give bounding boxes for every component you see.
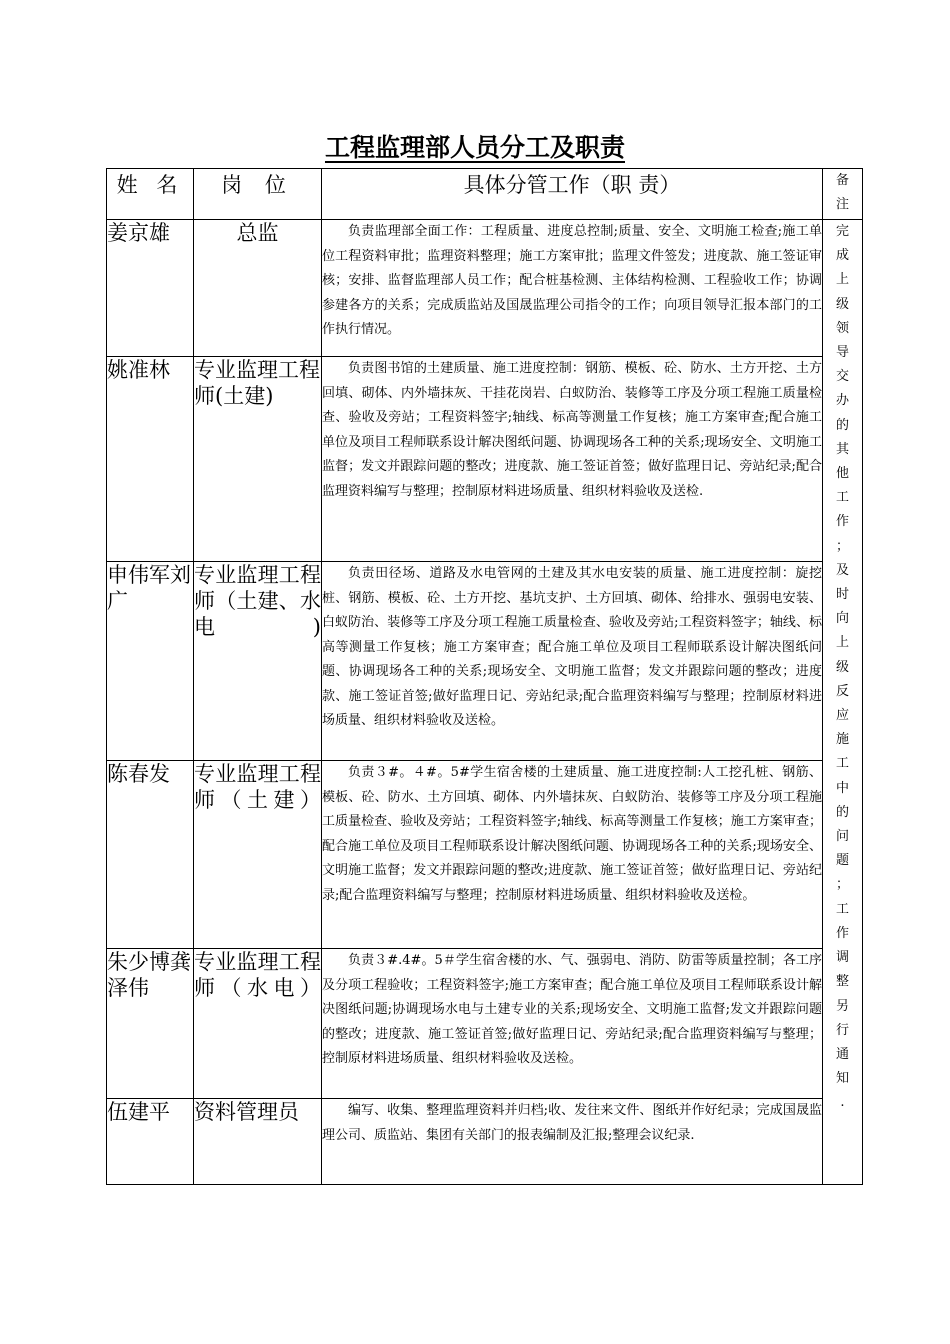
person-duty: 负责３#。４#。5#学生宿舍楼的土建质量、施工进度控制:人工挖孔桩、钢筋、模板、砼、防水、土方回填、砌体、内外墙抹灰、白蚁防治、装修等工序及分项工程施工质量检查、验收及旁站；工程资料签字;轴线、标高等测量工作复核；施工方案审查；配合施工单位及项目工程师联系设计解决图纸问题、协调现场各工种的关系;现场安全、文明施工监督；发文并跟踪问题的整改;进度款、施工签证首签；做好监理日记、旁站纪录;配合监理资料编写与整理；控制原材料进场质量、组织材料验收及送检。 (322, 761, 823, 949)
note-text: 完 成 上 级 领 导 交 办 的 其 他 工 作 ； 及 时 向 上 级 反 应 施 工 中 的 问 题 ； 工 作 调 整 另 行 通 知 . (835, 224, 849, 1111)
table-row (107, 949, 863, 1099)
person-duty: 负责监理部全面工作：工程质量、进度总控制;质量、安全、文明施工检查;施工单位工程资料审批；监理资料整理；施工方案审批；监理文件签发；进度款、施工签证审核；安排、监督监理部人员工作；配合桩基检测、主体结构检测、工程验收工作；协调参建各方的关系；完成质监站及国晟监理公司指令的工作；向项目领导汇报本部门的工作执行情况。 (322, 220, 823, 357)
header-note: 备 注 (823, 169, 863, 220)
person-post: 总监 (194, 220, 322, 357)
person-post: 资料管理员 (194, 1099, 322, 1185)
table-row (107, 562, 863, 761)
duty-table (106, 168, 863, 1185)
person-name: 陈春发 (107, 761, 194, 949)
table-row (107, 357, 863, 562)
header-post: 岗 位 (194, 169, 322, 220)
header-name: 姓 名 (107, 169, 194, 220)
person-duty: 负责图书馆的土建质量、施工进度控制：钢筋、模板、砼、防水、土方开挖、土方回填、砌体、内外墙抹灰、干挂花岗岩、白蚁防治、装修等工序及分项工程施工质量检查、验收及旁站；工程资料签字;轴线、标高等测量工作复核；施工方案审查;配合施工单位及项目工程师联系设计解决图纸问题、协调现场各工种的关系;现场安全、文明施工监督；发文并跟踪问题的整改；进度款、施工签证首签；做好监理日记、旁站纪录;配合监理资料编写与整理；控制原材料进场质量、组织材料验收及送检. (322, 357, 823, 562)
person-name: 伍建平 (107, 1099, 194, 1185)
person-name: 姜京雄 (107, 220, 194, 357)
page-title: 工程监理部人员分工及职责 (324, 133, 625, 162)
table-row (107, 220, 863, 357)
person-name: 姚准林 (107, 357, 194, 562)
person-post: 专业监理工程师(土建) (194, 357, 322, 562)
table-row (107, 761, 863, 949)
note-cell (823, 220, 863, 1185)
person-duty: 负责田径场、道路及水电管网的土建及其水电安装的质量、施工进度控制：旋挖桩、钢筋、模板、砼、土方开挖、基坑支护、土方回填、砌体、给排水、强弱电安装、白蚁防治、装修等工序及分项工程施工质量检查、验收及旁站;工程资料签字；轴线、标高等测量工作复核；施工方案审查；配合施工单位及项目工程师联系设计解决图纸问题、协调现场各工种的关系;现场安全、文明施工监督；发文并跟踪问题的整改；进度款、施工签证首签;做好监理日记、旁站纪录;配合监理资料编写与整理；控制原材料进场质量、组织材料验收及送检。 (322, 562, 823, 761)
header-row (107, 169, 863, 220)
table-row (107, 1099, 863, 1185)
person-name: 申伟军刘广 (107, 562, 194, 761)
person-post: 专业监理工程师（水电） (194, 949, 322, 1099)
person-duty: 负责３#.4#。5＃学生宿舍楼的水、气、强弱电、消防、防雷等质量控制；各工序及分项工程验收；工程资料签字;施工方案审查；配合施工单位及项目工程师联系设计解决图纸问题;协调现场水电与土建专业的关系;现场安全、文明施工监督;发文并跟踪问题的整改；进度款、施工签证首签;做好监理日记、旁站纪录;配合监理资料编写与整理；控制原材料进场质量、组织材料验收及送检。 (322, 949, 823, 1099)
person-name: 朱少博龚泽伟 (107, 949, 194, 1099)
person-post: 专业监理工程师（土建） (194, 761, 322, 949)
person-duty: 编写、收集、整理监理资料并归档;收、发往来文件、图纸并作好纪录；完成国晟监理公司、质监站、集团有关部门的报表编制及汇报;整理会议纪录. (322, 1099, 823, 1185)
header-work: 具体分管工作（职 责） (322, 169, 823, 220)
person-post: 专业监理工程师（土建、水电) (194, 562, 322, 761)
